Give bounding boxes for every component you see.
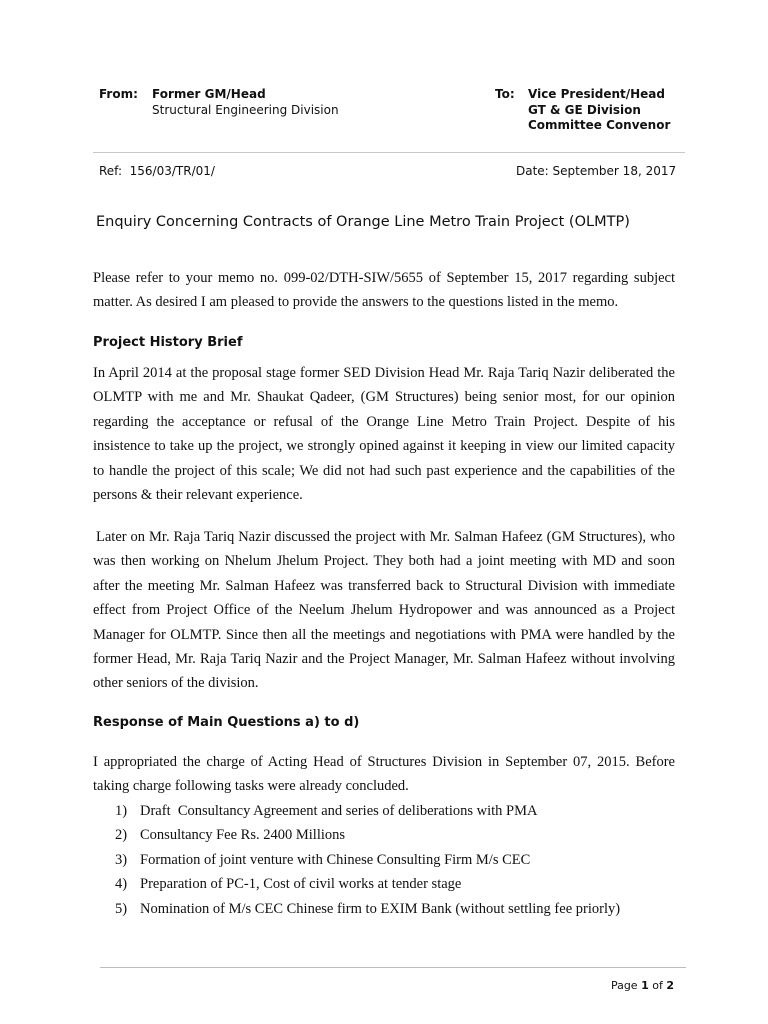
document-title: Enquiry Concerning Contracts of Orange Line Metro Train Project (OLMTP) — [96, 214, 630, 230]
from-label: From: — [99, 87, 138, 101]
reference-number: Ref: 156/03/TR/01/ — [99, 164, 215, 178]
page-number: Page 1 of 2 — [610, 979, 674, 992]
section-heading-response: Response of Main Questions a) to d) — [93, 715, 360, 730]
history-paragraph-2: Later on Mr. Raja Tariq Nazir discussed the project with Mr. Salman Hafeez (GM Structures), who was then working on Nhelum Jhelum Project. They both had a joint meeting with MD and soon after the meeting Mr. Salman Hafeez was transferred back to Structural Division with immediate effect from Project Office of the Neelum Jhelum Hydropower and was announced as a Project Manager for OLMTP. Since then all the meetings and negotiations with PMA were handled by the former Head, Mr. Raja Tariq Nazir and the Project Manager, Mr. Salman Hafeez without involving other seniors of the division. — [93, 529, 675, 692]
history-paragraph-1: In April 2014 at the proposal stage former SED Division Head Mr. Raja Tariq Nazir deliberated the OLMTP with me and Mr. Shaukat Qadeer, (GM Structures) being senior most, for our opinion regarding the acceptance or refusal of the Orange Line Metro Train Project. Despite of his insistence to take up the project, we strongly opined against it keeping in view our limited capacity to handle the project of this scale; We did not had such past experience and the capabilities of the persons & their relevant experience. — [93, 365, 675, 504]
intro-paragraph: Please refer to your memo no. 099-02/DTH-SIW/5655 of September 15, 2017 regarding subject matter. As desired I am pleased to provide the answers to the questions listed in the memo. — [93, 270, 675, 311]
response-paragraph: I appropriated the charge of Acting Head of Structures Division in September 07, 2015. Before taking charge following tasks were already concluded. — [93, 754, 675, 795]
to-label: To: — [495, 87, 515, 101]
from-division: Structural Engineering Division — [152, 103, 339, 117]
document-date: Date: September 18, 2017 — [516, 164, 677, 178]
to-division: GT & GE Division — [528, 103, 641, 117]
list-item: 2) Consultancy Fee Rs. 2400 Millions — [115, 827, 346, 844]
to-title: Vice President/Head — [528, 87, 665, 101]
list-item: 3) Formation of joint venture with Chinese Consulting Firm M/s CEC — [115, 851, 531, 868]
list-item: 5) Nomination of M/s CEC Chinese firm to EXIM Bank (without settling fee priorly) — [115, 900, 621, 917]
to-committee: Committee Convenor — [528, 118, 671, 132]
task-list — [93, 799, 675, 921]
header-divider — [93, 152, 685, 153]
footer-divider — [100, 967, 686, 968]
section-heading-project-history: Project History Brief — [93, 335, 243, 350]
from-title: Former GM/Head — [152, 87, 266, 101]
list-item: 1) Draft Consultancy Agreement and series of deliberations with PMA — [115, 803, 538, 819]
list-item: 4) Preparation of PC-1, Cost of civil works at tender stage — [115, 876, 462, 893]
